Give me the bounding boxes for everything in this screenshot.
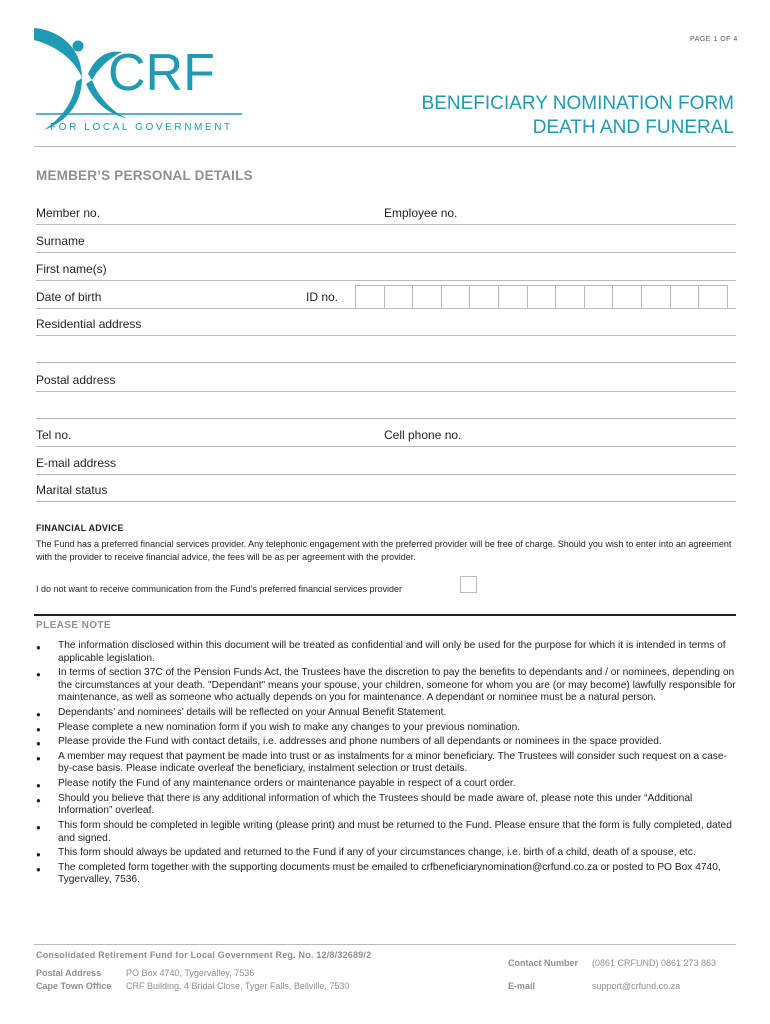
postal-address-label: Postal address — [36, 373, 116, 387]
employee-no-label: Employee no. — [384, 206, 458, 220]
marital-status-field[interactable] — [36, 479, 736, 502]
personal-details-heading: MEMBER’S PERSONAL DETAILS — [36, 168, 253, 183]
note-item: ● In terms of section 37C of the Pension Funds Act, the Trustees have the discretion to pay the benefits to dependants and / or nominees, depending on the circumstances at your death. "Dependant" means your spouse, your children, someone for whom you are (or may become) lawfully responsible for maintenance, as well as someone who actually depends on you for maintenance. A dependant or nominee must be a natural person. — [36, 667, 736, 704]
footer-email — [508, 981, 680, 991]
dob-label: Date of birth — [36, 290, 102, 304]
footer-contact — [508, 958, 716, 968]
note-item: ● A member may request that payment be made into trust or as instalments for a minor beneficiary. The Trustees will consider such request on a case-by-case basis. Please indicate overleaf the beneficiary, instalment selection or trust details. — [36, 750, 727, 775]
email-label: E-mail address — [36, 456, 117, 470]
title-line2: DEATH AND FUNERAL — [532, 117, 734, 138]
please-note-divider — [34, 614, 736, 616]
logo-tagline: FOR LOCAL GOVERNMENT — [50, 122, 233, 133]
first-names-label: First name(s) — [36, 262, 107, 276]
contact-label: Contact Number — [508, 958, 579, 968]
note-item: ● The information disclosed within this document will be treated as confidential and will only be used for the purpose for which it is intended in terms of applicable legislation. — [36, 640, 726, 664]
tel-label: Tel no. — [36, 428, 72, 442]
note-item: ● Should you believe that there is any additional information of which the Trustees should be made aware of, please note this under “Additional Information” overleaf. — [36, 792, 693, 817]
financial-advice-text: The Fund has a preferred financial services provider. Any telephonic engagement with the preferred provider will be free of charge. Should you wish to enter into an agreement with the provider to receive financial advice, the fees will be as per agreement with the provider. — [36, 539, 732, 562]
note-item: ● This form should always be updated and returned to the Fund if any of your circumstances change, i.e. birth of a child, death of a spouse, etc. — [36, 847, 696, 860]
email-footer-value: support@crfund.co.za — [592, 981, 681, 991]
postal-address-line2[interactable] — [36, 396, 736, 419]
postal-value: PO Box 4740, Tygervalley, 7536 — [126, 968, 255, 978]
financial-advice-heading: FINANCIAL ADVICE — [36, 523, 124, 533]
email-field[interactable] — [36, 452, 736, 475]
surname-label: Surname — [36, 234, 85, 248]
cape-town-label: Cape Town Office — [36, 981, 112, 991]
header-divider — [34, 146, 736, 147]
note-item: ● Please notify the Fund of any maintenance orders or maintenance payable in respect of a court order. — [36, 778, 516, 791]
please-note-list — [36, 640, 736, 889]
email-footer-label: E-mail — [508, 981, 536, 991]
logo-wordmark: CRF — [108, 44, 215, 102]
optout-checkbox[interactable] — [460, 576, 477, 593]
postal-address-field[interactable] — [36, 369, 736, 392]
tel-field[interactable] — [36, 424, 736, 447]
marital-status-label: Marital status — [36, 483, 108, 497]
fund-registration: Consolidated Retirement Fund for Local Government Reg. No. 12/8/32689/2 — [36, 950, 372, 960]
optout-label: I do not want to receive communication from the Fund’s preferred financial services provider — [36, 584, 403, 594]
page-number: PAGE 1 OF 4 — [690, 36, 738, 43]
note-item: ● Please complete a new nomination form if you wish to make any changes to your previous nomination. — [36, 721, 521, 734]
member-no-field[interactable] — [36, 202, 736, 225]
footer-cape-town — [36, 981, 349, 991]
title-line1: BENEFICIARY NOMINATION FORM — [421, 93, 734, 114]
dob-id-field[interactable] — [36, 286, 736, 309]
note-item: ● The completed form together with the supporting documents must be emailed to crfbeneficiarynomination@crfund.co.za or posted to PO Box 4740, Tygervalley, 7536. — [36, 861, 721, 886]
postal-label: Postal Address — [36, 968, 102, 978]
cape-town-value: CRF Building, 4 Bridal Close, Tyger Falls, Bellville, 7530 — [126, 981, 350, 991]
footer-postal — [36, 968, 254, 978]
form-title — [422, 92, 734, 140]
note-item: ● This form should be completed in legible writing (please print) and must be returned to the Fund. Please ensure that the form is fully completed, dated and signed. — [36, 820, 732, 844]
residential-address-field[interactable] — [36, 313, 736, 336]
footer-divider — [34, 944, 736, 945]
cell-label: Cell phone no. — [384, 428, 462, 442]
please-note-heading: PLEASE NOTE — [36, 620, 111, 631]
surname-field[interactable] — [36, 230, 736, 253]
residential-address-line2[interactable] — [36, 340, 736, 363]
id-number-boxes[interactable] — [356, 285, 728, 309]
first-names-field[interactable] — [36, 258, 736, 281]
member-no-label: Member no. — [36, 206, 101, 220]
note-item: ● Dependants’ and nominees’ details will be reflected on your Annual Benefit Statement. — [36, 706, 447, 719]
crf-logo — [30, 26, 250, 136]
residential-address-label: Residential address — [36, 317, 142, 331]
id-no-label: ID no. — [306, 290, 339, 304]
contact-value: (0861 CRFUND) 0861 273 863 — [592, 958, 717, 968]
note-item: ● Please provide the Fund with contact details, i.e. addresses and phone numbers of all dependants or nominees in the space provided. — [36, 736, 662, 749]
